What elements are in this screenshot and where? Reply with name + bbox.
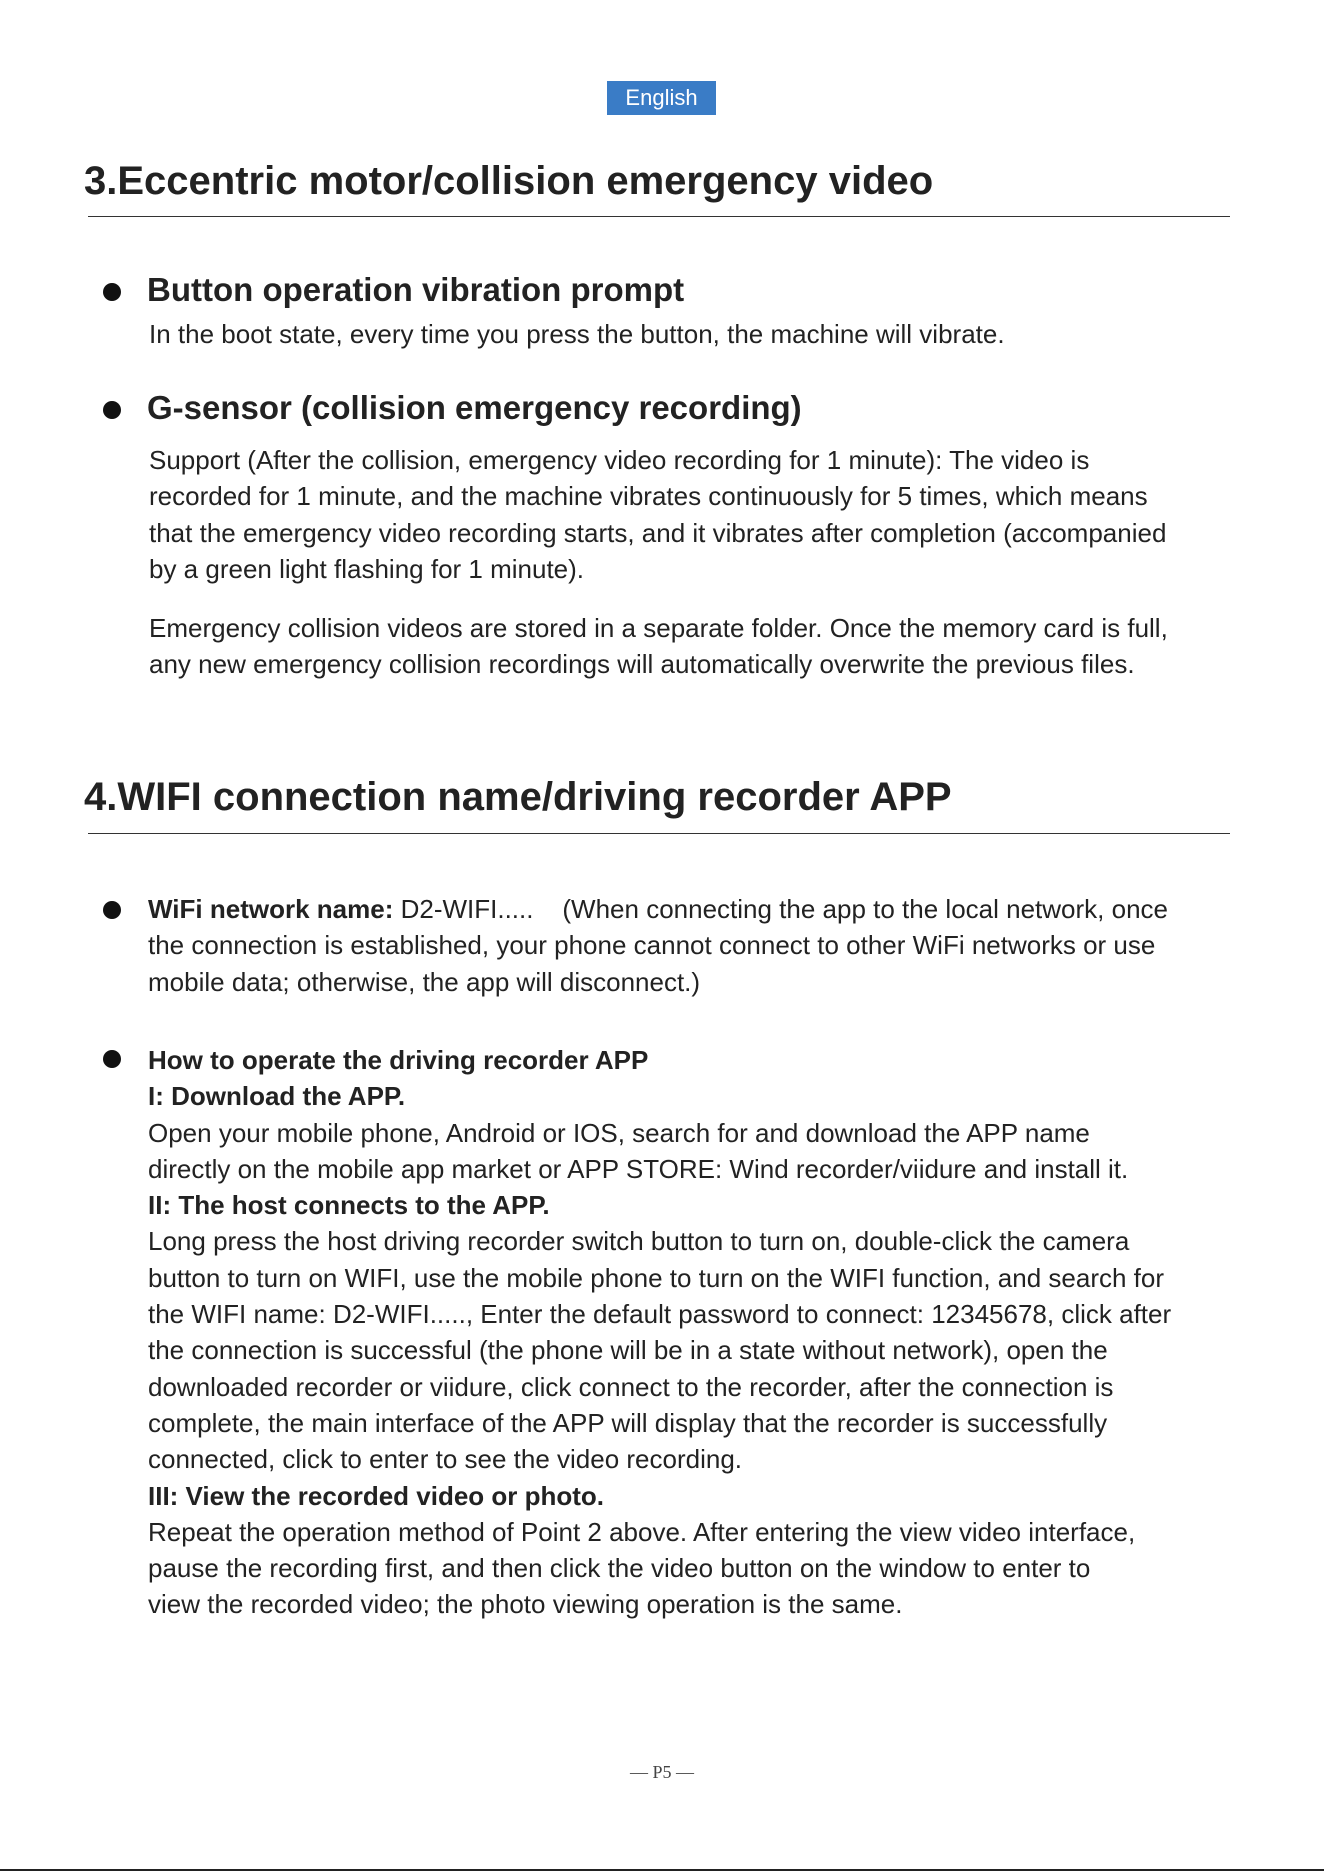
- app-howto-heading: How to operate the driving recorder APP: [148, 1045, 649, 1075]
- bullet-icon: [103, 401, 121, 419]
- bottom-border: [0, 1869, 1324, 1871]
- section-3-divider: [88, 216, 1230, 217]
- bullet-icon: [103, 283, 121, 301]
- section-3-title: 3.Eccentric motor/collision emergency video: [84, 159, 934, 203]
- gsensor-paragraph-1: Support (After the collision, emergency video recording for 1 minute): The video is recorded for 1 minute, and the machine vibrates continuously for 5 times, which means that the emergency video recording starts, and it vibrates after completion (accompanied by a green light flashing for 1 minute).: [149, 445, 1167, 584]
- bullet-icon: [103, 901, 121, 919]
- wifi-note: (When connecting the app to the local network, once the connection is established, your phone cannot connect to other WiFi networks or use mobile data; otherwise, the app will disconnect.): [148, 894, 1168, 997]
- language-badge: English: [607, 81, 716, 115]
- step-1-title: I: Download the APP.: [148, 1081, 406, 1112]
- step-2-title: II: The host connects to the APP.: [148, 1190, 550, 1221]
- section-4-title: 4.WIFI connection name/driving recorder APP: [84, 775, 952, 819]
- gsensor-paragraph-2: Emergency collision videos are stored in a separate folder. Once the memory card is full, any new emergency collision recordings will automatically overwrite the previous files.: [149, 613, 1168, 680]
- app-howto-block: [148, 1042, 1208, 1623]
- button-vibration-heading: Button operation vibration prompt: [147, 271, 685, 308]
- step-3-body: Repeat the operation method of Point 2 above. After entering the view video interface, pause the recording first, and then click the video button on the window to enter to view the recorded video; the photo viewing operation is the same.: [148, 1516, 1136, 1620]
- wifi-name-paragraph: [148, 891, 1178, 1000]
- wifi-name-label: WiFi network name:: [148, 894, 394, 924]
- wifi-name-value: D2-WIFI.....: [400, 894, 534, 924]
- step-1-body: Open your mobile phone, Android or IOS, search for and download the APP name directly on the mobile app market or APP STORE: Wind recorder/viidure and install it.: [148, 1117, 1129, 1184]
- bullet-icon: [103, 1050, 121, 1068]
- section-4-divider: [88, 833, 1230, 834]
- page-number: — P5 —: [629, 1762, 694, 1782]
- gsensor-heading: G-sensor (collision emergency recording): [147, 389, 802, 426]
- step-3-title: III: View the recorded video or photo.: [148, 1480, 605, 1511]
- button-vibration-body: In the boot state, every time you press the button, the machine will vibrate.: [149, 319, 1005, 349]
- step-2-body: Long press the host driving recorder switch button to turn on, double-click the camera button to turn on WIFI, use the mobile phone to turn on the WIFI function, and search for the WIFI name: D2-WIFI....., Enter the default password to connect: 12345678, click after the connection is successful (the phone will be in a state without network), open the downloaded recorder or viidure, click connect to the recorder, after the connection is complete, the main interface of the APP will display that the recorder is successfully connected, click to enter to see the video recording.: [148, 1226, 1172, 1475]
